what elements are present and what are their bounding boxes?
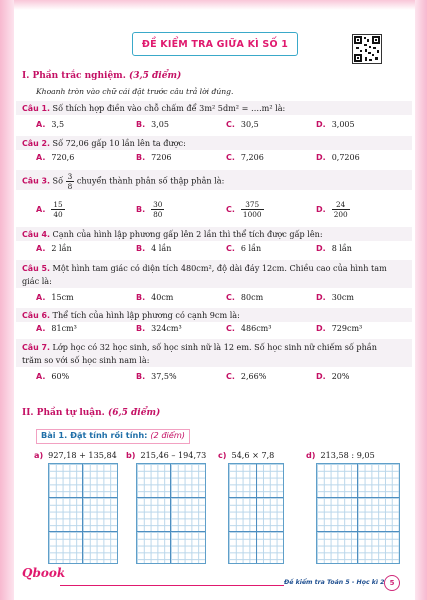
question-text-post: chuyển thành phân số thập phân là: [76, 175, 225, 186]
question-3-options [36, 200, 406, 222]
option-a[interactable]: A. 3,5 [36, 120, 65, 129]
question-1-options [36, 120, 406, 132]
option-a[interactable]: A. 81cm³ [36, 324, 77, 333]
question-text-pre: Số [52, 175, 64, 186]
left-decor [0, 0, 14, 600]
question-2-options [36, 153, 406, 165]
question-1 [22, 102, 392, 115]
right-decor [415, 0, 427, 600]
option-c[interactable]: C. 6 lần [226, 244, 262, 253]
exercise-text: Đặt tính rồi tính: [70, 430, 148, 440]
option-c[interactable]: C. $\frac{375}{1000}$ [226, 200, 262, 219]
option-c[interactable]: C. 80cm [226, 293, 264, 302]
option-b[interactable]: B. 324cm³ [136, 324, 182, 333]
question-label: Câu 7. [22, 343, 50, 352]
question-6-options [36, 324, 406, 336]
question-label: Câu 3. [22, 176, 50, 186]
question-4-options [36, 244, 406, 256]
option-b[interactable]: B. 40cm [136, 293, 174, 302]
page-title-box [132, 32, 298, 56]
option-a[interactable]: A. 60% [36, 372, 70, 381]
part1-heading [22, 71, 181, 81]
work-grid-c[interactable] [228, 463, 284, 564]
option-b[interactable]: B. $\frac{30}{80}$ [136, 200, 163, 219]
work-grid-d[interactable] [316, 463, 400, 564]
question-text: Số 72,06 gấp 10 lần lên ta được: [52, 138, 186, 148]
question-label: Câu 5. [22, 264, 50, 273]
publisher-logo: Qbook [22, 566, 66, 580]
question-7 [22, 341, 392, 366]
option-c[interactable]: C. 2,66% [226, 372, 267, 381]
question-2 [22, 137, 392, 150]
option-b[interactable]: B. 4 lần [136, 244, 172, 253]
question-text: Lớp học có 32 học sinh, số học sinh nữ là 12 em. Số học sinh nữ chiếm số phần trăm so với số học sinh nam là: [22, 342, 377, 365]
part2-heading-text: II. Phần tự luận. [22, 408, 105, 418]
question-label: Câu 1. [22, 104, 50, 113]
question-3 [22, 172, 392, 191]
question-7-options [36, 372, 406, 384]
question-text: Số thích hợp điền vào chỗ chấm để 3m² 5dm² = ….m² là: [52, 103, 286, 113]
option-b[interactable]: B. 7206 [136, 153, 172, 162]
page-title: ĐỀ KIỂM TRA GIỮA KÌ SỐ 1 [141, 38, 289, 50]
qr-code-icon[interactable] [352, 34, 382, 64]
question-6 [22, 309, 392, 322]
option-d[interactable]: D. 729cm³ [316, 324, 363, 333]
option-a[interactable]: A. 720,6 [36, 153, 75, 162]
exercise-c: c) 54,6 × 7,8 [218, 450, 275, 460]
question-label: Câu 2. [22, 139, 50, 148]
part2-points: (6,5 điểm) [107, 408, 161, 418]
page-number: 5 [384, 575, 400, 591]
option-d[interactable]: D. 30cm [316, 293, 354, 302]
work-grid-a[interactable] [48, 463, 118, 564]
question-text: Thể tích của hình lập phương có cạnh 9cm là: [52, 310, 240, 320]
question-4 [22, 228, 392, 241]
fraction: $\frac{3}{8}$ [67, 172, 73, 191]
question-text: Một hình tam giác có diện tích 480cm², độ dài đáy 12cm. Chiều cao của hình tam giác là: [22, 263, 387, 286]
option-c[interactable]: C. 7,206 [226, 153, 264, 162]
option-d[interactable]: D. 20% [316, 372, 350, 381]
part2-heading [22, 408, 160, 418]
exercise-1-header [36, 429, 190, 444]
exercise-label: Bài 1. [41, 430, 68, 440]
question-label: Câu 6. [22, 311, 50, 320]
part1-points: (3,5 điểm) [128, 71, 182, 81]
option-d[interactable]: D. 3,005 [316, 120, 355, 129]
option-a[interactable]: A. $\frac{15}{40}$ [36, 200, 63, 219]
question-5 [22, 262, 392, 287]
option-b[interactable]: B. 3,05 [136, 120, 169, 129]
question-5-options [36, 293, 406, 305]
footer-divider [60, 585, 284, 586]
footer-text: Đề kiểm tra Toán 5 - Học kì 2 [284, 579, 385, 586]
exercise-d: d) 213,58 : 9,05 [306, 450, 375, 460]
option-d[interactable]: D. $\frac{24}{200}$ [316, 200, 348, 219]
option-a[interactable]: A. 15cm [36, 293, 74, 302]
top-decor [0, 0, 427, 10]
exercise-points: (2 điểm) [150, 430, 185, 440]
work-grid-b[interactable] [136, 463, 206, 564]
question-text: Cạnh của hình lập phương gấp lên 2 lần thì thể tích được gấp lên: [52, 229, 323, 239]
exercise-a: a) 927,18 + 135,84 [34, 450, 117, 460]
option-c[interactable]: C. 30,5 [226, 120, 259, 129]
part1-heading-text: I. Phần trắc nghiệm. [22, 71, 126, 81]
option-c[interactable]: C. 486cm³ [226, 324, 272, 333]
question-label: Câu 4. [22, 230, 50, 239]
part1-instruction: Khoanh tròn vào chữ cái đặt trước câu trả lời đúng. [36, 87, 234, 96]
option-d[interactable]: D. 0,7206 [316, 153, 360, 162]
option-d[interactable]: D. 8 lần [316, 244, 352, 253]
option-a[interactable]: A. 2 lần [36, 244, 72, 253]
option-b[interactable]: B. 37,5% [136, 372, 177, 381]
exercise-b: b) 215,46 – 194,73 [126, 450, 207, 460]
